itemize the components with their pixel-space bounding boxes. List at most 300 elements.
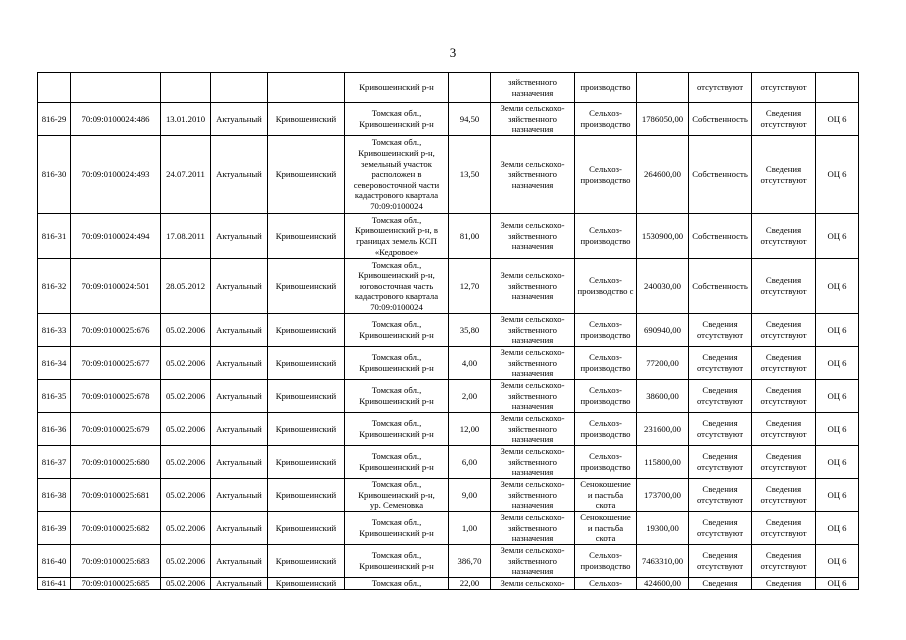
address-line: границах земель КСП — [356, 236, 437, 246]
land-category — [491, 578, 575, 590]
permitted-use — [575, 380, 637, 413]
encumbrance-line: отсутствуют — [760, 82, 807, 93]
right-type — [689, 73, 752, 103]
district: Кривошеинский — [268, 545, 345, 578]
district: Кривошеинский — [268, 479, 345, 512]
right-type-line: Собственность — [692, 113, 748, 124]
permitted-use-line: Сельхоз- — [589, 352, 622, 363]
area-value: 1,00 — [449, 512, 491, 545]
address — [345, 347, 449, 380]
address — [345, 314, 449, 347]
district: Кривошеинский — [268, 214, 345, 259]
permitted-use-line: производство — [580, 236, 631, 246]
record-number — [38, 73, 71, 103]
right-type-line: Сведения — [702, 319, 738, 330]
encumbrance — [752, 380, 816, 413]
registration-date: 05.02.2006 — [161, 512, 211, 545]
right-type — [689, 214, 752, 259]
land-category-line: Земли сельскохо- — [500, 578, 565, 589]
registration-date: 05.02.2006 — [161, 314, 211, 347]
encumbrance-line: Сведения — [765, 385, 802, 396]
address-line: Томская обл., — [371, 418, 422, 429]
permitted-use-line: производство — [580, 429, 631, 439]
registration-date: 05.02.2006 — [161, 446, 211, 479]
permitted-use-line: Сельхоз- — [589, 108, 622, 119]
land-category-line: назначения — [511, 434, 554, 445]
area-value: 9,00 — [449, 479, 491, 512]
record-number: 816-37 — [38, 446, 71, 479]
right-type — [689, 413, 752, 446]
address — [345, 545, 449, 578]
cadastral-number: 70:09:0100025:676 — [71, 314, 161, 347]
table-row — [38, 214, 859, 259]
cadastral-number: 70:09:0100025:682 — [71, 512, 161, 545]
right-type-line: Собственность — [692, 280, 748, 291]
address — [345, 214, 449, 259]
encumbrance — [752, 214, 816, 259]
land-category-line: Земли сельскохо- — [500, 103, 565, 114]
permitted-use — [575, 578, 637, 590]
right-type — [689, 578, 752, 590]
permitted-use — [575, 314, 637, 347]
registration-date: 05.02.2006 — [161, 413, 211, 446]
land-category-line: зяйственного — [508, 280, 557, 291]
valuation-code: ОЦ 6 — [816, 259, 859, 314]
permitted-use-line: Сельхоз- — [589, 385, 622, 396]
area-value: 6,00 — [449, 446, 491, 479]
land-category — [491, 214, 575, 259]
record-status: Актуальный — [211, 314, 268, 347]
right-type — [689, 136, 752, 214]
right-type-line: отсутствуют — [696, 561, 744, 571]
record-number: 816-39 — [38, 512, 71, 545]
address-line: Кривошеинский р-н — [359, 363, 434, 373]
permitted-use-line: производство — [580, 396, 631, 406]
address-line: Томская обл., — [371, 385, 422, 396]
permitted-use-line: Сельхоз- — [589, 275, 622, 286]
record-status: Актуальный — [211, 136, 268, 214]
encumbrance — [752, 259, 816, 314]
area-value — [449, 73, 491, 103]
address — [345, 73, 449, 103]
address-line: Томская обл., — [371, 259, 422, 270]
address-line: Кривошеинский р-н — [359, 561, 434, 571]
address-line: Кривошеинский р-н — [359, 119, 434, 129]
district: Кривошеинский — [268, 103, 345, 136]
record-status: Актуальный — [211, 380, 268, 413]
table-row — [38, 259, 859, 314]
table-row — [38, 347, 859, 380]
encumbrance — [752, 479, 816, 512]
land-category — [491, 347, 575, 380]
address — [345, 446, 449, 479]
right-type-line: отсутствуют — [696, 528, 744, 538]
land-category — [491, 314, 575, 347]
land-category — [491, 136, 575, 214]
valuation-code: ОЦ 6 — [816, 578, 859, 590]
valuation-code: ОЦ 6 — [816, 512, 859, 545]
permitted-use-line: производство — [580, 119, 631, 129]
record-status — [211, 73, 268, 103]
district: Кривошеинский — [268, 347, 345, 380]
encumbrance-line: отсутствуют — [760, 462, 807, 472]
right-type — [689, 380, 752, 413]
cadastral-number: 70:09:0100025:683 — [71, 545, 161, 578]
permitted-use-line: скота — [595, 500, 616, 511]
address-line: северовосточной части — [353, 179, 440, 190]
permitted-use — [575, 512, 637, 545]
land-category-line: зяйственного — [508, 357, 557, 368]
registration-date — [161, 73, 211, 103]
address-line: Кривошеинский р-н — [359, 462, 434, 472]
address-line: Кривошеинский р-н — [359, 429, 434, 439]
right-type-line: отсутствуют — [696, 82, 744, 93]
land-category-line: Земли сельскохо- — [500, 314, 565, 325]
record-number: 816-30 — [38, 136, 71, 214]
land-category — [491, 259, 575, 314]
table-row — [38, 136, 859, 214]
district — [268, 73, 345, 103]
encumbrance — [752, 103, 816, 136]
encumbrance-line: отсутствуют — [760, 363, 807, 373]
land-category — [491, 73, 575, 103]
area-value: 22,00 — [449, 578, 491, 590]
table-row — [38, 73, 859, 103]
table-row — [38, 545, 859, 578]
district: Кривошеинский — [268, 512, 345, 545]
address-line: Кривошеинский р-н, — [358, 270, 435, 281]
valuation-code: ОЦ 6 — [816, 479, 859, 512]
land-category — [491, 512, 575, 545]
encumbrance — [752, 512, 816, 545]
right-type-line: Сведения — [702, 578, 738, 589]
address-line: Кривошеинский р-н — [359, 528, 434, 538]
permitted-use-line: производство — [580, 462, 631, 472]
land-category-line: Земли сельскохо- — [500, 158, 565, 169]
land-category-line: Земли сельскохо- — [500, 380, 565, 391]
encumbrance — [752, 136, 816, 214]
record-status: Актуальный — [211, 578, 268, 590]
table-row — [38, 479, 859, 512]
encumbrance-line: Сведения — [765, 319, 802, 330]
record-number: 816-33 — [38, 314, 71, 347]
encumbrance — [752, 578, 816, 590]
land-category-line: Земли сельскохо- — [500, 270, 565, 281]
record-status: Актуальный — [211, 347, 268, 380]
permitted-use-line: производство — [580, 174, 631, 185]
land-category-line: Земли сельскохо- — [500, 446, 565, 457]
encumbrance-line: Сведения — [765, 225, 802, 236]
cadastral-value: 19300,00 — [637, 512, 689, 545]
cadastral-value: 231600,00 — [637, 413, 689, 446]
district: Кривошеинский — [268, 380, 345, 413]
address-line: Кривошеинский р-н, — [358, 489, 435, 500]
address-line: Кривошеинский р-н, в — [355, 225, 438, 236]
address-line: Томская обл., — [371, 451, 422, 462]
permitted-use-line: производство — [580, 82, 631, 93]
land-category-line: назначения — [511, 124, 554, 135]
registration-date: 13.01.2010 — [161, 103, 211, 136]
right-type-line: отсутствуют — [696, 462, 744, 472]
record-status: Актуальный — [211, 103, 268, 136]
cadastral-value: 115800,00 — [637, 446, 689, 479]
record-number: 816-40 — [38, 545, 71, 578]
permitted-use-line: Сельхоз- — [589, 163, 622, 174]
record-number: 816-36 — [38, 413, 71, 446]
right-type-line: отсутствуют — [696, 495, 744, 505]
registration-date: 05.02.2006 — [161, 479, 211, 512]
encumbrance-line: Сведения — [765, 163, 802, 174]
cadastral-number: 70:09:0100024:501 — [71, 259, 161, 314]
address-line: «Кедровое» — [374, 246, 419, 257]
registration-date: 28.05.2012 — [161, 259, 211, 314]
encumbrance-line: Сведения — [765, 484, 802, 495]
address-line: 70:09:0100024 — [370, 200, 423, 211]
address-line: Кривошеинский р-н, — [358, 148, 435, 159]
address-line: кадастрового квартала — [354, 190, 439, 201]
permitted-use — [575, 136, 637, 214]
land-register-table — [37, 72, 859, 590]
permitted-use — [575, 446, 637, 479]
valuation-code: ОЦ 6 — [816, 446, 859, 479]
encumbrance-line: отсутствуют — [760, 119, 807, 129]
cadastral-number: 70:09:0100025:685 — [71, 578, 161, 590]
permitted-use-line: Сенокошение — [580, 512, 631, 523]
permitted-use-line: Сельхоз- — [589, 319, 622, 330]
encumbrance-line: Сведения — [765, 418, 802, 429]
address-line: Томская обл., — [371, 108, 422, 119]
permitted-use — [575, 103, 637, 136]
land-category-line: назначения — [511, 241, 554, 252]
cadastral-value: 1786050,00 — [637, 103, 689, 136]
permitted-use — [575, 214, 637, 259]
land-category-line: зяйственного — [508, 230, 557, 241]
cadastral-value: 240030,00 — [637, 259, 689, 314]
cadastral-number: 70:09:0100025:679 — [71, 413, 161, 446]
right-type — [689, 512, 752, 545]
encumbrance-line: отсутствуют — [760, 495, 807, 505]
right-type — [689, 545, 752, 578]
encumbrance-line: отсутствуют — [760, 236, 807, 246]
area-value: 13,50 — [449, 136, 491, 214]
permitted-use-line: скота — [595, 533, 616, 544]
address — [345, 380, 449, 413]
encumbrance-line: Сведения — [765, 108, 802, 119]
permitted-use — [575, 479, 637, 512]
right-type-line: отсутствуют — [696, 330, 744, 340]
registration-date: 05.02.2006 — [161, 380, 211, 413]
area-value: 12,70 — [449, 259, 491, 314]
registration-date: 17.08.2011 — [161, 214, 211, 259]
address — [345, 136, 449, 214]
encumbrance — [752, 413, 816, 446]
cadastral-value: 264600,00 — [637, 136, 689, 214]
valuation-code: ОЦ 6 — [816, 545, 859, 578]
land-category-line: Земли сельскохо- — [500, 545, 565, 556]
encumbrance-line: Сведения — [765, 275, 802, 286]
encumbrance — [752, 314, 816, 347]
encumbrance-line: отсутствуют — [760, 528, 807, 538]
cadastral-value: 690940,00 — [637, 314, 689, 347]
registration-date: 05.02.2006 — [161, 578, 211, 590]
table-row — [38, 314, 859, 347]
page-number: 3 — [449, 45, 457, 60]
right-type-line: отсутствуют — [696, 396, 744, 406]
land-category — [491, 380, 575, 413]
valuation-code: ОЦ 6 — [816, 380, 859, 413]
land-category-line: Земли сельскохо- — [500, 479, 565, 490]
table-body — [38, 73, 859, 590]
table-row — [38, 512, 859, 545]
encumbrance — [752, 446, 816, 479]
record-number: 816-29 — [38, 103, 71, 136]
cadastral-number: 70:09:0100024:493 — [71, 136, 161, 214]
record-number: 816-38 — [38, 479, 71, 512]
encumbrance-line: отсутствуют — [760, 330, 807, 340]
land-category-line: Земли сельскохо- — [500, 220, 565, 231]
record-number: 816-41 — [38, 578, 71, 590]
right-type — [689, 314, 752, 347]
land-category — [491, 479, 575, 512]
cadastral-value: 1530900,00 — [637, 214, 689, 259]
record-status: Актуальный — [211, 446, 268, 479]
land-category-line: зяйственного — [508, 555, 557, 566]
area-value: 4,00 — [449, 347, 491, 380]
right-type-line: Сведения — [702, 484, 738, 495]
address-line: Томская обл., — [371, 578, 422, 589]
record-status: Актуальный — [211, 479, 268, 512]
address-line: расположен в — [371, 169, 422, 180]
encumbrance-line: отсутствуют — [760, 286, 807, 296]
address — [345, 578, 449, 590]
right-type-line: Сведения — [702, 517, 738, 528]
right-type-line: Сведения — [702, 418, 738, 429]
permitted-use — [575, 545, 637, 578]
permitted-use — [575, 347, 637, 380]
permitted-use — [575, 259, 637, 314]
land-category — [491, 103, 575, 136]
land-category-line: назначения — [511, 533, 554, 544]
valuation-code: ОЦ 6 — [816, 314, 859, 347]
permitted-use-line: Сельхоз- — [589, 451, 622, 462]
cadastral-value: 173700,00 — [637, 479, 689, 512]
permitted-use-line: производство — [580, 363, 631, 373]
right-type-line: Сведения — [702, 550, 738, 561]
valuation-code: ОЦ 6 — [816, 413, 859, 446]
land-category-line: зяйственного — [508, 76, 557, 87]
cadastral-number — [71, 73, 161, 103]
address-line: Кривошеинский р-н — [359, 396, 434, 406]
land-category-line: Земли сельскохо- — [500, 413, 565, 424]
right-type — [689, 103, 752, 136]
right-type — [689, 446, 752, 479]
table-row — [38, 103, 859, 136]
valuation-code: ОЦ 6 — [816, 347, 859, 380]
cadastral-number: 70:09:0100024:494 — [71, 214, 161, 259]
valuation-code: ОЦ 6 — [816, 103, 859, 136]
valuation-code: ОЦ 6 — [816, 214, 859, 259]
record-status: Актуальный — [211, 259, 268, 314]
address — [345, 512, 449, 545]
address-line: Томская обл., — [371, 517, 422, 528]
permitted-use-line: Сельхоз- — [589, 550, 622, 561]
registration-date: 05.02.2006 — [161, 347, 211, 380]
land-category-line: Земли сельскохо- — [500, 512, 565, 523]
area-value: 386,70 — [449, 545, 491, 578]
land-category-line: зяйственного — [508, 522, 557, 533]
cadastral-number: 70:09:0100025:680 — [71, 446, 161, 479]
table-row — [38, 446, 859, 479]
land-category-line: назначения — [511, 566, 554, 577]
record-number: 816-31 — [38, 214, 71, 259]
address-line: Кривошеинский р-н — [359, 82, 434, 93]
land-category — [491, 545, 575, 578]
permitted-use — [575, 413, 637, 446]
right-type — [689, 347, 752, 380]
registration-date: 24.07.2011 — [161, 136, 211, 214]
record-status: Актуальный — [211, 545, 268, 578]
district: Кривошеинский — [268, 446, 345, 479]
land-category-line: зяйственного — [508, 324, 557, 335]
record-number: 816-32 — [38, 259, 71, 314]
encumbrance-line: Сведения — [765, 517, 802, 528]
record-status: Актуальный — [211, 214, 268, 259]
land-category-line: назначения — [511, 291, 554, 302]
land-category-line: зяйственного — [508, 390, 557, 401]
address-line: Томская обл., — [371, 550, 422, 561]
area-value: 94,50 — [449, 103, 491, 136]
permitted-use-line: Сельхоз- — [589, 225, 622, 236]
area-value: 2,00 — [449, 380, 491, 413]
land-category-line: назначения — [511, 335, 554, 346]
cadastral-value: 38600,00 — [637, 380, 689, 413]
land-category-line: зяйственного — [508, 113, 557, 124]
encumbrance-line: отсутствуют — [760, 561, 807, 571]
address-line: Томская обл., — [371, 319, 422, 330]
address-line: Кривошеинский р-н — [359, 330, 434, 340]
address-line: юговосточная часть — [359, 280, 434, 291]
land-category-line: Земли сельскохо- — [500, 347, 565, 358]
valuation-code: ОЦ 6 — [816, 136, 859, 214]
cadastral-number: 70:09:0100025:677 — [71, 347, 161, 380]
land-category-line: назначения — [511, 467, 554, 478]
address-line: Томская обл., — [371, 352, 422, 363]
encumbrance — [752, 347, 816, 380]
district: Кривошеинский — [268, 259, 345, 314]
district: Кривошеинский — [268, 578, 345, 590]
encumbrance — [752, 73, 816, 103]
right-type-line: отсутствуют — [696, 429, 744, 439]
right-type-line: Собственность — [692, 169, 748, 180]
encumbrance-line: отсутствуют — [760, 174, 807, 185]
address-line: земельный участок — [361, 158, 432, 169]
registration-date: 05.02.2006 — [161, 545, 211, 578]
address-line: кадастрового квартала — [354, 291, 439, 302]
district: Кривошеинский — [268, 413, 345, 446]
cadastral-value: 7463310,00 — [637, 545, 689, 578]
permitted-use-line: производство с — [577, 286, 634, 296]
cadastral-number: 70:09:0100025:678 — [71, 380, 161, 413]
encumbrance — [752, 545, 816, 578]
address-line: Томская обл., — [371, 137, 422, 148]
cadastral-value — [637, 73, 689, 103]
land-category-line: зяйственного — [508, 423, 557, 434]
right-type — [689, 259, 752, 314]
permitted-use-line: Сельхоз- — [589, 578, 622, 589]
area-value: 81,00 — [449, 214, 491, 259]
right-type-line: Собственность — [692, 230, 748, 241]
encumbrance-line: Сведения — [765, 352, 802, 363]
